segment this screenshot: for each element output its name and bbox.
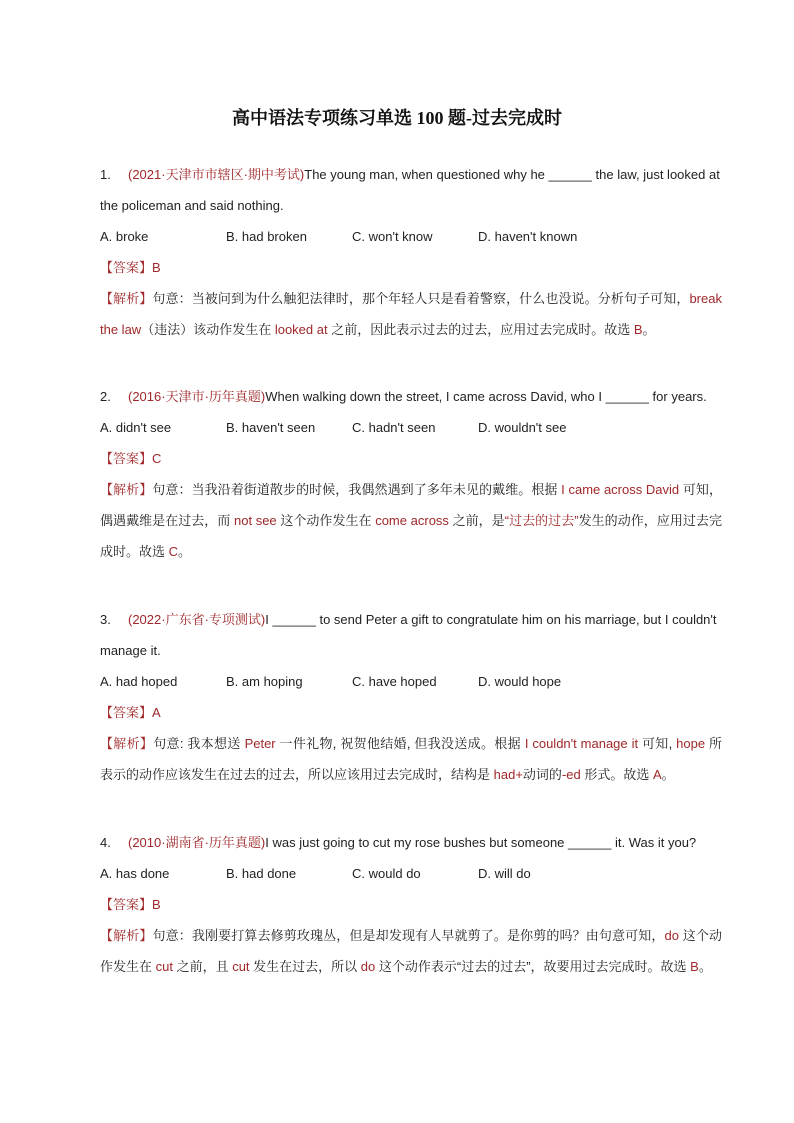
- analysis: [100, 728, 722, 790]
- analysis-keyword: I came across David: [561, 482, 680, 497]
- analysis-keyword: Peter: [244, 736, 276, 751]
- option-c: C. hadn't seen: [352, 420, 436, 435]
- analysis-text: 一件礼物, 祝贺他结婚, 但我没送成。根据: [275, 736, 525, 751]
- analysis-keyword: cut: [232, 959, 250, 974]
- analysis-label: 【解析】: [100, 482, 153, 497]
- analysis-text: 句意：当我沿着街道散步的时候，我偶然遇到了多年未见的戴维。根据: [152, 482, 562, 497]
- question-source: (2022·广东省·专项测试): [128, 612, 266, 627]
- option-a: A. had hoped: [100, 674, 178, 689]
- analysis-text: 可知,: [638, 736, 677, 751]
- option-c: C. would do: [352, 866, 421, 881]
- answer-line: 【答案】B: [100, 260, 161, 275]
- question-stem: [100, 159, 722, 221]
- analysis-text: 。: [661, 767, 675, 782]
- question-source: (2010·湖南省·历年真题): [128, 835, 266, 850]
- analysis-text: 发生在过去，所以: [249, 959, 361, 974]
- option-b: B. haven't seen: [226, 420, 316, 435]
- analysis-text: 这个动作发生在: [100, 928, 722, 974]
- analysis: [100, 920, 722, 982]
- analysis-text: 可知，偶遇戴维是在过去，而: [100, 482, 722, 528]
- analysis-text: 句意：我刚要打算去修剪玫瑰丛，但是却发现有人早就剪了。是你剪的吗？由句意可知，: [152, 928, 665, 943]
- option-b: B. had broken: [226, 229, 307, 244]
- answer-line: 【答案】A: [100, 705, 161, 720]
- analysis-text: 形式。故选: [580, 767, 653, 782]
- analysis-text: 。: [178, 544, 192, 559]
- page-title: 高中语法专项练习单选 100 题-过去完成时: [232, 108, 562, 128]
- analysis-text: 动词的: [522, 767, 562, 782]
- analysis-label: 【解析】: [100, 928, 153, 943]
- analysis-text: 所表示的动作应该发生在过去的过去，所以应该用过去完成时，结构是: [100, 736, 722, 782]
- option-d: D. wouldn't see: [478, 420, 567, 435]
- option-c: C. won't know: [352, 229, 433, 244]
- option-d: D. will do: [478, 866, 531, 881]
- analysis-text: （违法）该动作发生在: [141, 322, 275, 337]
- question-3: [100, 604, 722, 790]
- question-stem: [100, 381, 722, 412]
- analysis-keyword: cut: [155, 959, 173, 974]
- option-b: B. had done: [226, 866, 297, 881]
- analysis-text: 之前，因此表示过去的过去，应用过去完成时。故选: [327, 322, 634, 337]
- analysis-keyword: hope: [676, 736, 706, 751]
- options-row: [100, 858, 722, 889]
- question-source: (2016·天津市·历年真题): [128, 389, 266, 404]
- analysis-keyword: had+: [493, 767, 523, 782]
- analysis-text: 发生的动作，应用过去完成时。故选: [100, 513, 722, 559]
- analysis-text: 之前，且: [172, 959, 233, 974]
- analysis-text: 这个动作发生在: [276, 513, 376, 528]
- question-4: [100, 827, 722, 982]
- analysis-keyword: do: [664, 928, 679, 943]
- options-row: [100, 221, 722, 252]
- question-number: 1.: [100, 167, 111, 182]
- option-d: D. haven't known: [478, 229, 578, 244]
- analysis-keyword: come across: [375, 513, 449, 528]
- question-text: When walking down the street, I came across David, who I ______ for years.: [265, 389, 707, 404]
- question-2: [100, 381, 722, 567]
- question-text: I ______ to send Peter a gift to congratulate him on his marriage, but I couldn't manage it.: [100, 612, 717, 658]
- question-number: 4.: [100, 835, 111, 850]
- analysis-text: 句意：当被问到为什么触犯法律时，那个年轻人只是看着警察，什么也没说。分析句子可知，: [152, 291, 690, 306]
- analysis-text: 这个动作表示“过去的过去”，故要用过去完成时。故选: [375, 959, 691, 974]
- options-row: [100, 666, 722, 697]
- analysis-keyword: I couldn't manage it: [524, 736, 639, 751]
- analysis: [100, 474, 722, 567]
- option-a: A. broke: [100, 229, 149, 244]
- analysis-keyword: not see: [233, 513, 277, 528]
- option-d: D. would hope: [478, 674, 562, 689]
- analysis-keyword: looked at: [274, 322, 328, 337]
- question-number: 2.: [100, 389, 111, 404]
- analysis-keyword: “过去的过去”: [504, 513, 579, 528]
- analysis-keyword: A: [652, 767, 662, 782]
- question-stem: [100, 604, 722, 666]
- analysis-keyword: break the law: [100, 291, 722, 337]
- question-number: 3.: [100, 612, 111, 627]
- analysis-label: 【解析】: [100, 736, 154, 751]
- question-text: I was just going to cut my rose bushes but someone ______ it. Was it you?: [265, 835, 697, 850]
- question-text: The young man, when questioned why he ______ the law, just looked at the policeman and said nothing.: [100, 167, 720, 213]
- analysis-keyword: do: [360, 959, 376, 974]
- question-source: (2021·天津市市辖区·期中考试): [128, 167, 305, 182]
- analysis-keyword: B: [633, 322, 643, 337]
- option-b: B. am hoping: [226, 674, 303, 689]
- analysis-text: 之前，是: [448, 513, 505, 528]
- answer-line: 【答案】B: [100, 897, 161, 912]
- option-a: A. didn't see: [100, 420, 172, 435]
- analysis-text: 句意: 我本想送: [153, 736, 245, 751]
- options-row: [100, 412, 722, 443]
- option-a: A. has done: [100, 866, 170, 881]
- question-stem: [100, 827, 722, 858]
- option-c: C. have hoped: [352, 674, 437, 689]
- analysis-keyword: -ed: [561, 767, 581, 782]
- analysis: [100, 283, 722, 345]
- question-1: [100, 159, 722, 345]
- answer-line: 【答案】C: [100, 451, 162, 466]
- analysis-text: 。: [642, 322, 656, 337]
- analysis-keyword: B: [690, 959, 699, 974]
- analysis-text: 。: [698, 959, 712, 974]
- analysis-keyword: C: [168, 544, 179, 559]
- analysis-label: 【解析】: [100, 291, 153, 306]
